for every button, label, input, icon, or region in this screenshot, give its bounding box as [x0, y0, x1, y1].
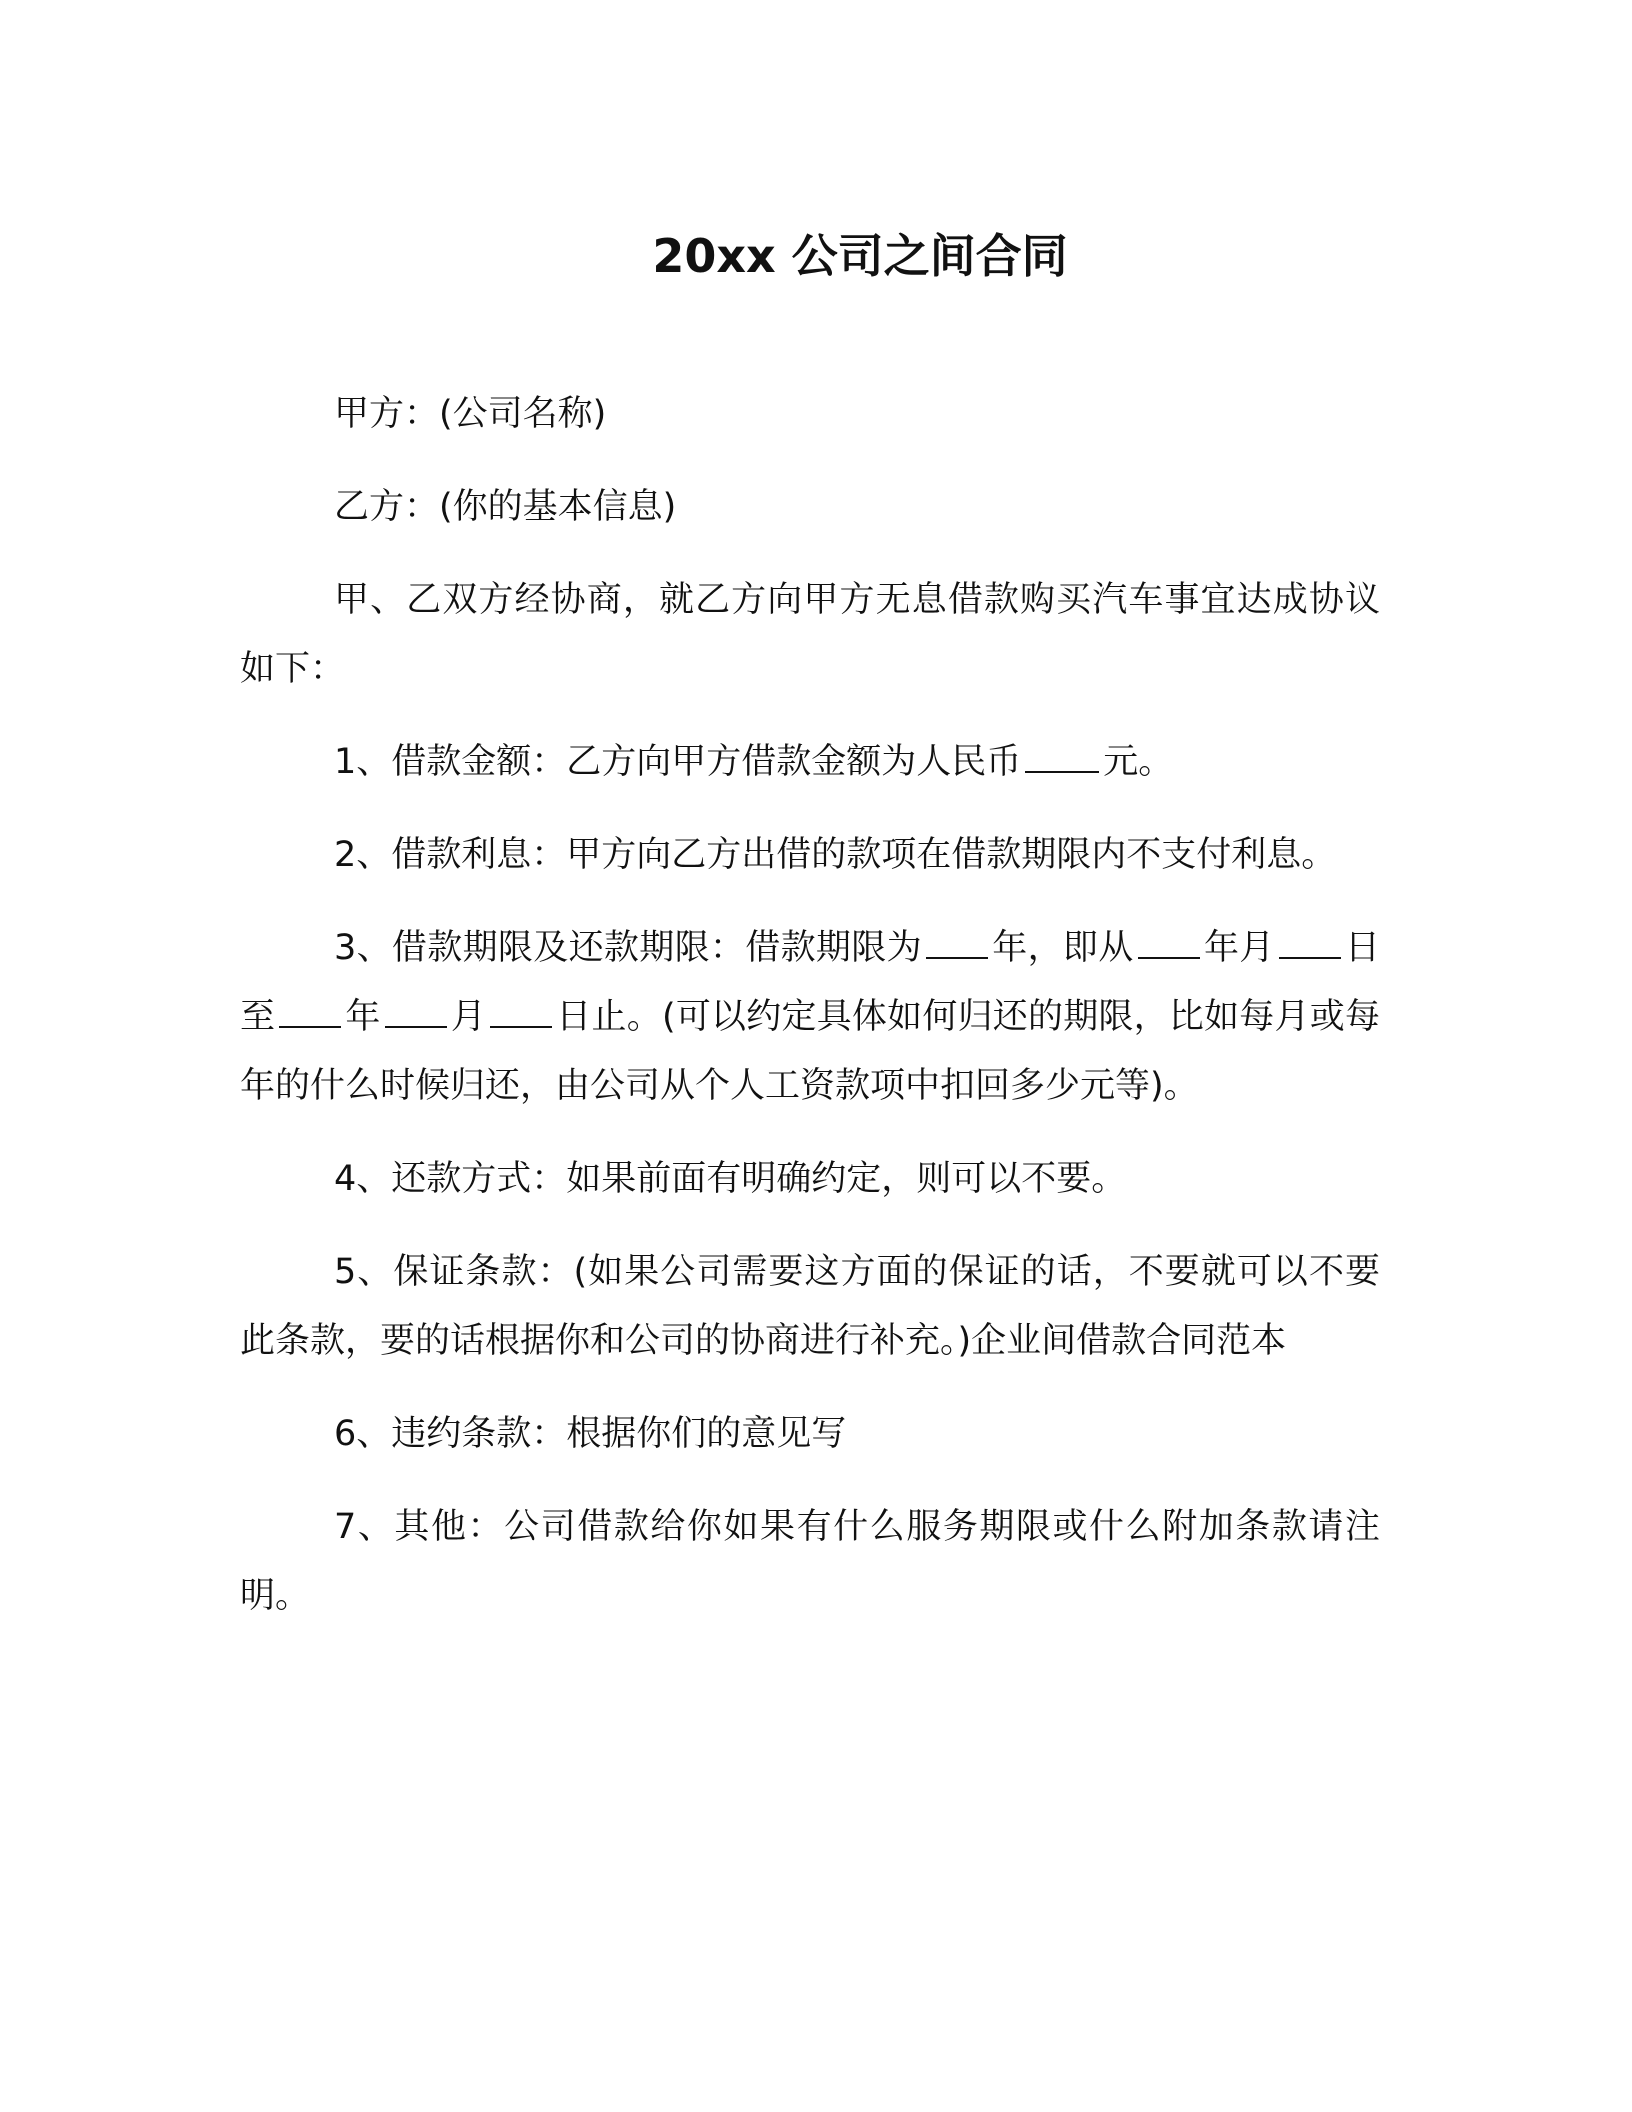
end-month-blank: [385, 1025, 447, 1028]
party-a-line: 甲方：(公司名称): [334, 394, 607, 434]
amount-blank: [1025, 770, 1099, 773]
clause-1: [240, 728, 1380, 797]
end-year-blank: [279, 1025, 341, 1028]
term-years-blank: [926, 956, 988, 959]
clause-3-text-h: 日止。(可以约定具体如何归还的期限，比如每月或每年的什么时候归还，由公司从个人工资款项中扣回多少元等)。: [240, 997, 1380, 1106]
clause-3-text-d: 月: [1239, 928, 1275, 968]
clause-3-text-e: 日至: [240, 928, 1380, 1037]
end-day-blank: [490, 1025, 552, 1028]
document-title: 20xx 公司之间合同: [652, 229, 1068, 283]
clause-2: 2、借款利息：甲方向乙方出借的款项在借款期限内不支付利息。: [334, 835, 1337, 875]
clause-3: [240, 914, 1380, 1121]
clause-1-text: 1、借款金额：乙方向甲方借款金额为人民币: [334, 742, 1022, 782]
document-body: [240, 380, 1380, 1655]
clause-5: 5、保证条款：(如果公司需要这方面的保证的话，不要就可以不要此条款，要的话根据你和公司的协商进行补充。)企业间借款合同范本: [240, 1252, 1380, 1361]
start-month-blank: [1279, 956, 1341, 959]
clause-3-text-g: 月: [450, 997, 487, 1037]
intro-paragraph: 甲、乙双方经协商，就乙方向甲方无息借款购买汽车事宜达成协议如下：: [240, 580, 1380, 689]
clause-1-suffix: 元。: [1103, 742, 1174, 782]
clause-6: 6、违约条款：根据你们的意见写: [334, 1414, 847, 1454]
clause-4: 4、还款方式：如果前面有明确约定，则可以不要。: [334, 1159, 1127, 1199]
start-year-blank: [1138, 956, 1200, 959]
clause-3-text-b: 年，即从: [991, 928, 1134, 968]
clause-3-text-c: 年: [1203, 928, 1240, 968]
clause-7: 7、其他：公司借款给你如果有什么服务期限或什么附加条款请注明。: [240, 1507, 1380, 1616]
clause-3-text-a: 3、借款期限及还款期限：借款期限为: [334, 928, 922, 968]
clause-3-text-f: 年: [345, 997, 381, 1037]
party-b-line: 乙方：(你的基本信息): [334, 487, 677, 527]
